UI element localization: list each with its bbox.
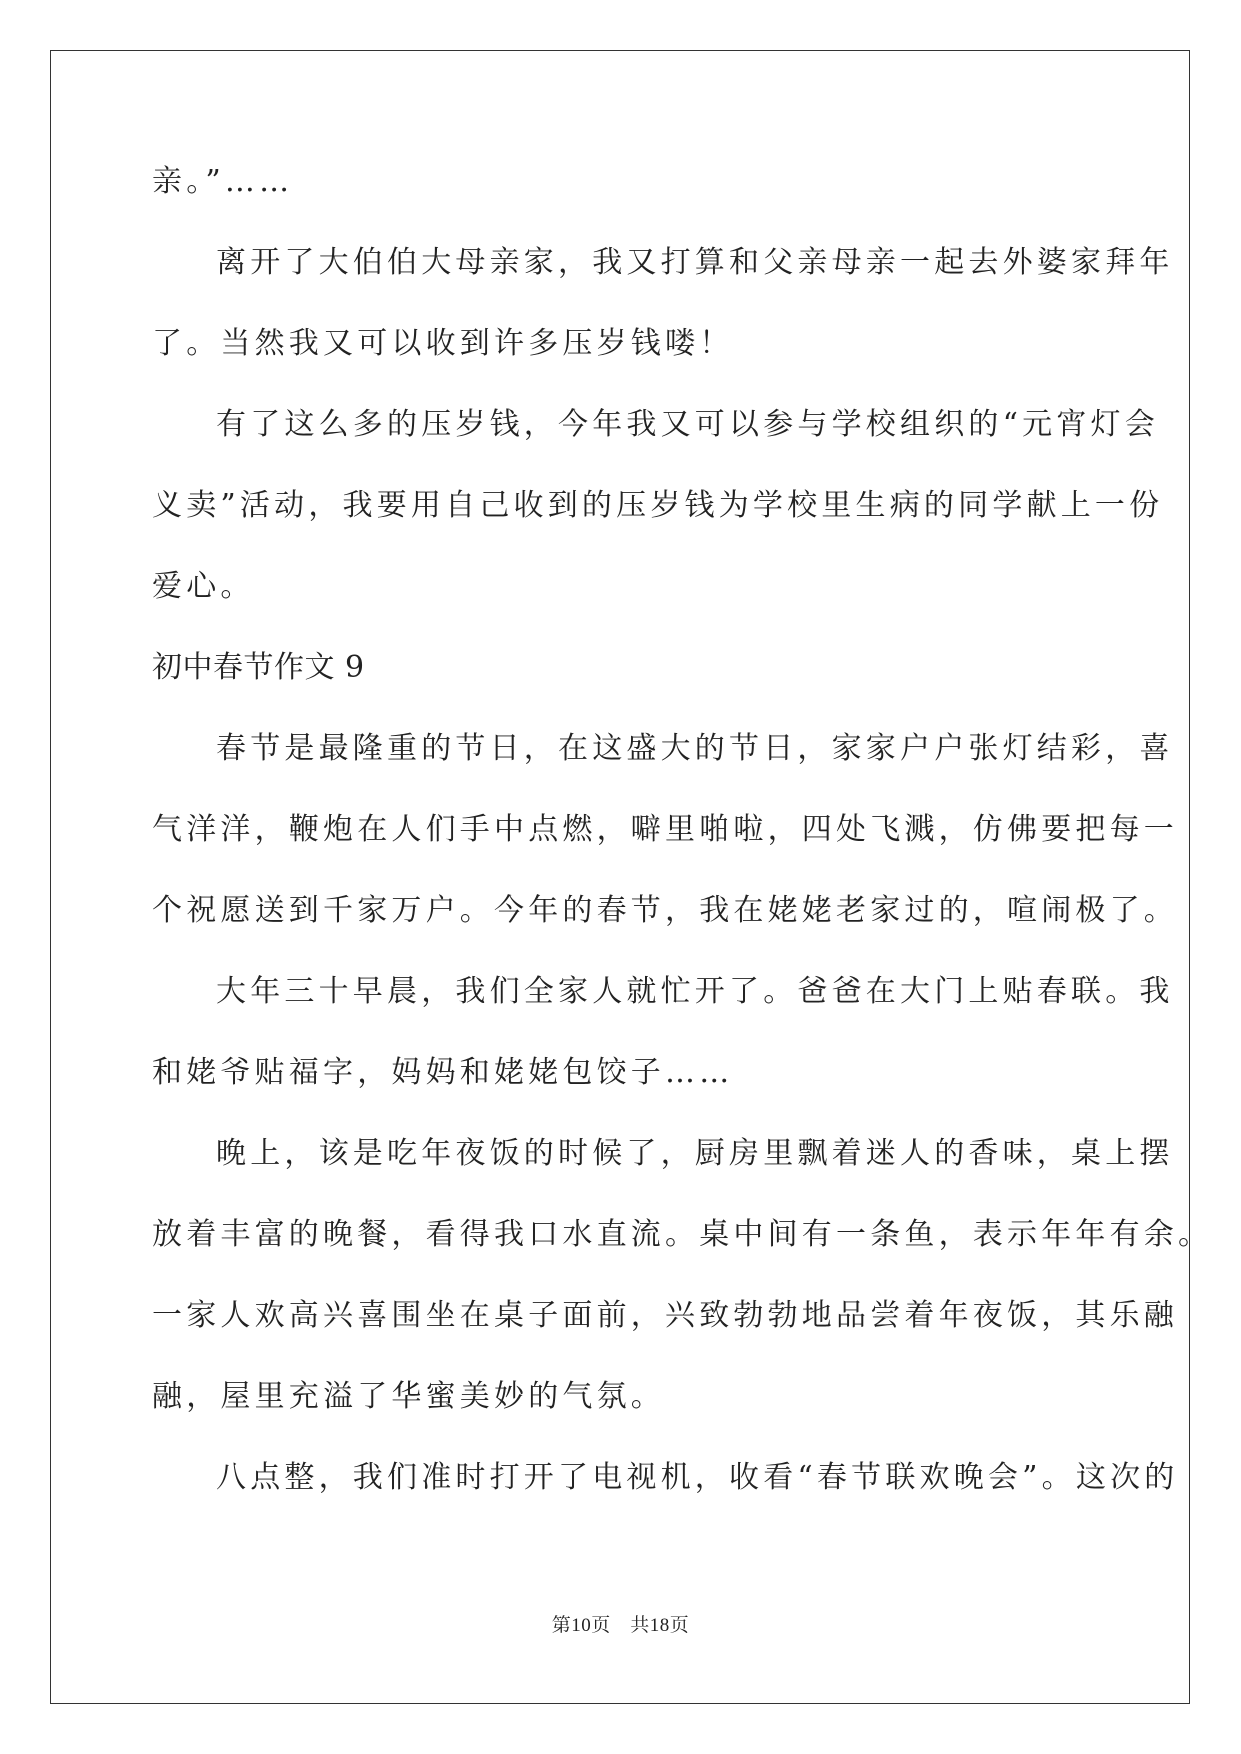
text-line-16: 融，屋里充溢了华蜜美妙的气氛。 — [152, 1379, 665, 1414]
text-line-2: 离开了大伯伯大母亲家，我又打算和父亲母亲一起去外婆家拜年 — [216, 245, 1174, 280]
page-total-number: 18 — [649, 1615, 670, 1636]
text-line-1: 亲。”…… — [152, 164, 294, 199]
text-line-15: 一家人欢高兴喜围坐在桌子面前，兴致勃勃地品尝着年夜饭，其乐融 — [152, 1298, 1178, 1333]
text-line-17: 八点整，我们准时打开了电视机，收看“春节联欢晚会”。这次的 — [216, 1460, 1179, 1495]
text-line-11: 大年三十早晨，我们全家人就忙开了。爸爸在大门上贴春联。我 — [216, 974, 1174, 1009]
page-mid: 页 共 — [591, 1614, 650, 1636]
text-line-3: 了。当然我又可以收到许多压岁钱喽！ — [152, 326, 734, 361]
text-line-4: 有了这么多的压岁钱，今年我又可以参与学校组织的“元宵灯会 — [216, 407, 1159, 442]
page-current-number: 10 — [571, 1615, 592, 1636]
text-line-12: 和姥爷贴福字，妈妈和姥姥包饺子…… — [152, 1055, 734, 1090]
page-footer — [0, 1610, 1241, 1637]
text-line-14: 放着丰富的晚餐，看得我口水直流。桌中间有一条鱼，表示年年有余。 — [152, 1217, 1213, 1252]
page-prefix: 第 — [551, 1614, 572, 1636]
text-line-8: 春节是最隆重的节日，在这盛大的节日，家家户户张灯结彩，喜 — [216, 731, 1174, 766]
section-heading: 初中春节作文 9 — [152, 650, 365, 685]
text-line-6: 爱心。 — [152, 569, 255, 604]
document-body — [152, 154, 1213, 1531]
text-line-10: 个祝愿送到千家万户。今年的春节，我在姥姥老家过的，喧闹极了。 — [152, 893, 1178, 928]
text-line-13: 晚上，该是吃年夜饭的时候了，厨房里飘着迷人的香味，桌上摆 — [216, 1136, 1174, 1171]
page-suffix: 页 — [669, 1614, 690, 1636]
text-line-5: 义卖”活动，我要用自己收到的压岁钱为学校里生病的同学献上一份 — [152, 488, 1164, 523]
text-line-9: 气洋洋，鞭炮在人们手中点燃，噼里啪啦，四处飞溅，仿佛要把每一 — [152, 812, 1178, 847]
